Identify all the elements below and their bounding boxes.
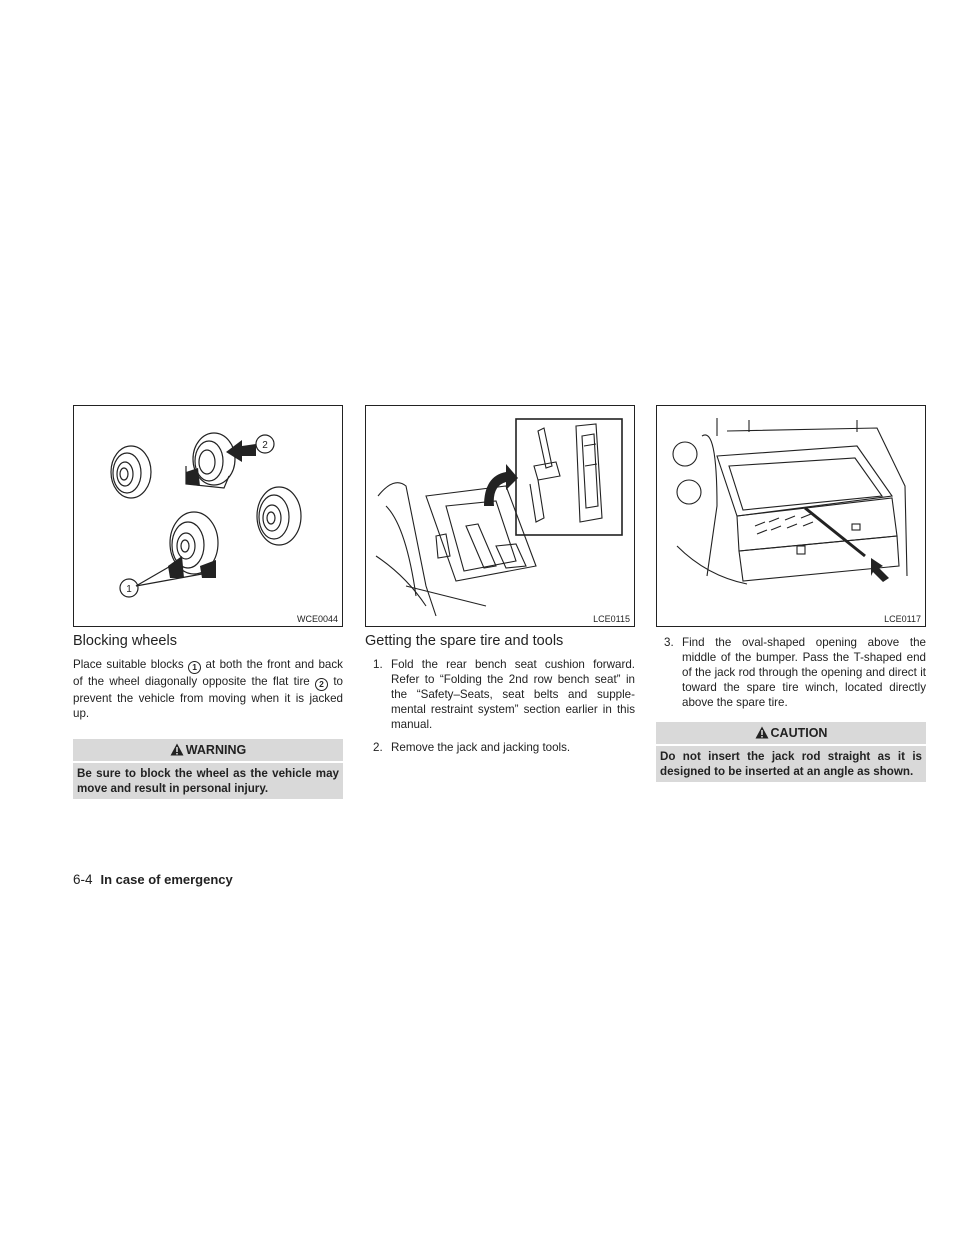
caution-box <box>656 722 926 782</box>
step-text: Remove the jack and jacking tools. <box>391 741 571 754</box>
paragraph-part: to prevent the vehicle from moving when it is jacked up. <box>73 675 343 720</box>
figure-code: LCE0117 <box>884 614 921 624</box>
section-heading: Getting the spare tire and tools <box>365 633 564 649</box>
page-footer <box>73 872 233 887</box>
step-number: 1. <box>373 658 383 671</box>
list-item <box>656 635 926 710</box>
figure-jack-rod <box>656 405 926 627</box>
step-number: 3. <box>664 636 674 649</box>
figure-spare-tire-tools <box>365 405 635 627</box>
paragraph-part: at both the front and back of the wheel diagonally opposite the flat tire <box>73 658 343 688</box>
jack-storage-illustration <box>366 406 634 626</box>
paragraph-part: Place suitable blocks <box>73 658 184 671</box>
callout-1-label: 1 <box>126 584 132 595</box>
step-text: Fold the rear bench seat cushion forward. Refer to “Folding the 2nd row bench seat” in the “Safety–Seats, seat belts and supple- mental restraint system” section earlier in this manual. <box>391 658 635 731</box>
steps-list <box>365 657 635 755</box>
caution-header <box>656 722 926 744</box>
steps-list <box>656 635 926 710</box>
warning-text: Be sure to block the wheel as the vehicle may move and result in personal injury. <box>73 763 343 799</box>
figure-blocking-wheels <box>73 405 343 627</box>
warning-triangle-icon <box>755 726 769 739</box>
step-text: Find the oval-shaped opening above the middle of the bumper. Pass the T-shaped end of the jack rod through the opening and direct it toward the spare tire winch, located directly above the spare tire. <box>682 636 926 709</box>
page-number: 6-4 <box>73 872 93 887</box>
callout-2-label: 2 <box>262 440 268 451</box>
warning-box <box>73 739 343 799</box>
figure-code: LCE0115 <box>593 614 630 624</box>
blocking-wheels-illustration <box>74 406 342 626</box>
callout-2-marker: 2 <box>315 678 328 691</box>
caution-label: CAUTION <box>770 726 828 740</box>
warning-triangle-icon <box>170 743 184 756</box>
section-heading: Blocking wheels <box>73 633 177 649</box>
step-number: 2. <box>373 741 383 754</box>
caution-text: Do not insert the jack rod straight as it is designed to be inserted at an angle as shown. <box>656 746 926 782</box>
callout-1-marker: 1 <box>188 661 201 674</box>
bumper-jack-rod-illustration <box>657 406 925 626</box>
section-name: In case of emergency <box>100 872 233 887</box>
column-jack-rod <box>656 405 926 782</box>
column-blocking-wheels <box>73 405 343 799</box>
column-spare-tire <box>365 405 635 763</box>
list-item <box>365 657 635 732</box>
warning-label: WARNING <box>185 743 247 757</box>
figure-code: WCE0044 <box>296 614 338 624</box>
warning-header <box>73 739 343 761</box>
blocking-wheels-paragraph <box>73 657 343 721</box>
list-item <box>365 740 635 755</box>
